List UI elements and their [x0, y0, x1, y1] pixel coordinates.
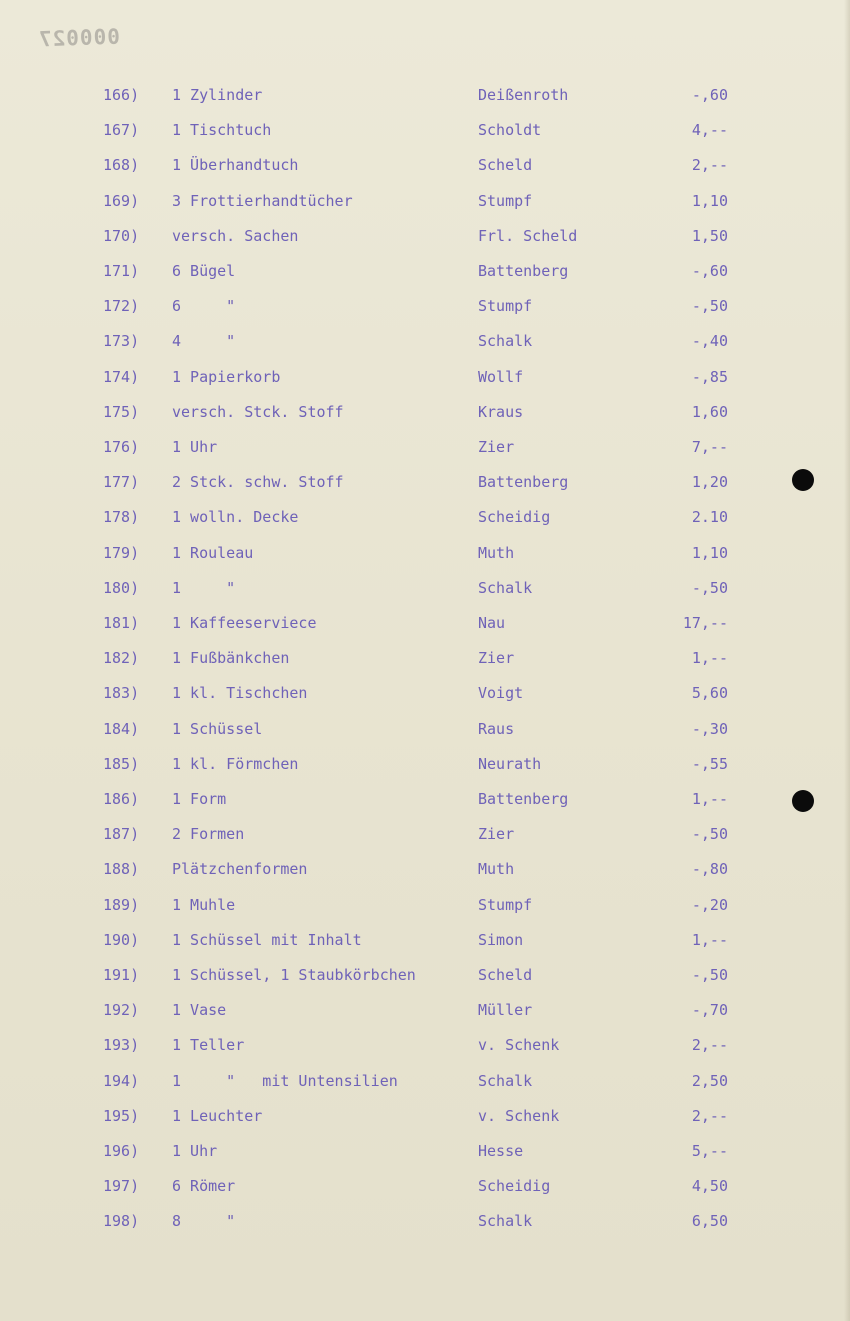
item-number: 179)	[103, 543, 140, 562]
list-item	[0, 678, 850, 708]
item-number: 170)	[103, 226, 140, 245]
buyer-name: Wollf	[478, 367, 524, 386]
item-description: 1 kl. Tischchen	[172, 684, 308, 703]
punch-hole-lower	[792, 790, 814, 812]
item-price: 1,20	[691, 473, 728, 492]
buyer-name: Scheld	[478, 966, 533, 984]
item-number: 169)	[103, 191, 140, 210]
item-price: 1,10	[691, 543, 728, 562]
item-price: -,20	[691, 895, 728, 914]
list-item	[0, 573, 850, 603]
item-price: -,40	[691, 332, 728, 351]
item-price: -,80	[691, 860, 728, 879]
buyer-name: Schalk	[478, 578, 533, 597]
item-number: 183)	[103, 684, 140, 703]
item-price: 1,10	[691, 191, 728, 210]
list-item	[0, 1206, 850, 1236]
item-number: 177)	[103, 473, 140, 492]
item-price: 1,--	[691, 790, 728, 808]
item-description: 1 Rouleau	[172, 543, 254, 562]
item-price: -,60	[691, 86, 728, 104]
buyer-name: Zier	[478, 438, 515, 456]
buyer-name: Stumpf	[478, 297, 533, 316]
item-number: 168)	[103, 156, 140, 175]
buyer-name: Frl. Scheld	[478, 226, 578, 245]
item-description: 1 Uhr	[172, 438, 218, 456]
item-price: -,70	[691, 1001, 728, 1020]
item-description: 1 "	[172, 578, 236, 597]
item-description: versch. Sachen	[172, 226, 299, 245]
item-price: -,50	[691, 966, 728, 984]
item-description: 6 "	[172, 297, 236, 316]
buyer-name: Stumpf	[478, 895, 533, 914]
item-price: 6,50	[691, 1212, 728, 1231]
list-item	[0, 256, 850, 286]
item-number: 197)	[103, 1177, 140, 1196]
list-item	[0, 1101, 850, 1131]
buyer-name: Raus	[478, 719, 515, 738]
item-description: 1 Zylinder	[172, 86, 263, 104]
item-price: 17,--	[682, 614, 728, 632]
item-price: -,85	[691, 367, 728, 386]
list-item	[0, 115, 850, 145]
item-description: 1 Schüssel mit Inhalt	[172, 930, 362, 949]
buyer-name: v. Schenk	[478, 1106, 560, 1125]
item-description: 1 Form	[172, 790, 227, 808]
buyer-name: Simon	[478, 930, 524, 949]
item-number: 186)	[103, 790, 140, 808]
list-item	[0, 749, 850, 779]
item-description: 1 kl. Förmchen	[172, 754, 299, 773]
item-price: 1,--	[691, 649, 728, 668]
list-item	[0, 502, 850, 532]
list-item	[0, 819, 850, 849]
item-number: 198)	[103, 1212, 140, 1231]
item-number: 173)	[103, 332, 140, 351]
item-description: 1 Muhle	[172, 895, 236, 914]
buyer-name: Nau	[478, 614, 506, 632]
list-item	[0, 467, 850, 497]
item-description: versch. Stck. Stoff	[172, 402, 344, 421]
list-item	[0, 538, 850, 568]
list-item	[0, 326, 850, 356]
item-description: 6 Römer	[172, 1177, 236, 1196]
item-number: 192)	[103, 1001, 140, 1020]
buyer-name: Scheidig	[478, 508, 551, 527]
item-number: 174)	[103, 367, 140, 386]
buyer-name: Zier	[478, 825, 515, 844]
item-price: 5,--	[691, 1142, 728, 1160]
item-description: 1 Uhr	[172, 1142, 218, 1160]
item-price: 4,--	[691, 121, 728, 140]
item-number: 178)	[103, 508, 140, 527]
buyer-name: Müller	[478, 1001, 533, 1020]
item-price: -,55	[691, 754, 728, 773]
item-price: 1,--	[691, 930, 728, 949]
buyer-name: Zier	[478, 649, 515, 668]
list-item	[0, 221, 850, 251]
item-description: 2 Stck. schw. Stoff	[172, 473, 344, 492]
item-price: -,30	[691, 719, 728, 738]
list-item	[0, 784, 850, 814]
list-item	[0, 608, 850, 638]
buyer-name: Battenberg	[478, 262, 569, 280]
list-item	[0, 714, 850, 744]
buyer-name: Scheidig	[478, 1177, 551, 1196]
item-price: 2,--	[691, 1106, 728, 1125]
buyer-name: Scholdt	[478, 121, 542, 140]
buyer-name: Neurath	[478, 754, 542, 773]
list-item	[0, 362, 850, 392]
item-price: 2,--	[691, 1036, 728, 1055]
item-number: 172)	[103, 297, 140, 316]
buyer-name: Scheld	[478, 156, 533, 175]
list-item	[0, 186, 850, 216]
list-item	[0, 1030, 850, 1060]
punch-hole-upper	[792, 469, 814, 491]
list-item	[0, 854, 850, 884]
item-price: -,60	[691, 262, 728, 280]
item-description: 1 wolln. Decke	[172, 508, 299, 527]
item-number: 189)	[103, 895, 140, 914]
paper-edge-shadow	[844, 0, 850, 1321]
item-price: 5,60	[691, 684, 728, 703]
item-number: 166)	[103, 86, 140, 104]
item-description: 1 Überhandtuch	[172, 156, 299, 175]
list-item	[0, 995, 850, 1025]
item-price: 4,50	[691, 1177, 728, 1196]
item-price: 2,--	[691, 156, 728, 175]
buyer-name: Schalk	[478, 1212, 533, 1231]
item-price: 7,--	[691, 438, 728, 456]
item-number: 180)	[103, 578, 140, 597]
item-description: 1 Schüssel, 1 Staubkörbchen	[172, 966, 416, 984]
page-number-stamp: 000027	[37, 24, 121, 52]
buyer-name: Kraus	[478, 402, 524, 421]
item-number: 182)	[103, 649, 140, 668]
list-item	[0, 1136, 850, 1166]
item-description: 1 Teller	[172, 1036, 245, 1055]
item-description: 1 Vase	[172, 1001, 227, 1020]
buyer-name: Muth	[478, 860, 515, 879]
buyer-name: v. Schenk	[478, 1036, 560, 1055]
item-price: -,50	[691, 825, 728, 844]
item-description: 6 Bügel	[172, 262, 236, 280]
item-description: 1 Kaffeeserviece	[172, 614, 317, 632]
item-number: 176)	[103, 438, 140, 456]
item-description: 1 Papierkorb	[172, 367, 281, 386]
item-number: 175)	[103, 402, 140, 421]
buyer-name: Battenberg	[478, 790, 569, 808]
list-item	[0, 291, 850, 321]
list-item	[0, 643, 850, 673]
buyer-name: Schalk	[478, 1071, 533, 1090]
item-number: 196)	[103, 1142, 140, 1160]
item-price: 1,60	[691, 402, 728, 421]
item-description: 2 Formen	[172, 825, 245, 844]
item-number: 193)	[103, 1036, 140, 1055]
item-price: -,50	[691, 578, 728, 597]
item-description: 8 "	[172, 1212, 236, 1231]
item-price: 1,50	[691, 226, 728, 245]
list-item	[0, 1066, 850, 1096]
buyer-name: Stumpf	[478, 191, 533, 210]
buyer-name: Hesse	[478, 1142, 524, 1160]
item-number: 171)	[103, 262, 140, 280]
item-description: 3 Frottierhandtücher	[172, 191, 353, 210]
item-number: 167)	[103, 121, 140, 140]
list-item	[0, 80, 850, 110]
item-description: 1 Tischtuch	[172, 121, 272, 140]
list-item	[0, 1171, 850, 1201]
list-item	[0, 397, 850, 427]
item-price: -,50	[691, 297, 728, 316]
buyer-name: Muth	[478, 543, 515, 562]
item-number: 185)	[103, 754, 140, 773]
item-description: 1 Fußbänkchen	[172, 649, 290, 668]
item-description: 1 Schüssel	[172, 719, 263, 738]
item-number: 190)	[103, 930, 140, 949]
item-description: Plätzchenformen	[172, 860, 308, 879]
item-description: 4 "	[172, 332, 236, 351]
item-price: 2.10	[691, 508, 728, 527]
item-price: 2,50	[691, 1071, 728, 1090]
list-item	[0, 150, 850, 180]
list-item	[0, 960, 850, 990]
buyer-name: Voigt	[478, 684, 524, 703]
buyer-name: Battenberg	[478, 473, 569, 492]
list-item	[0, 432, 850, 462]
buyer-name: Schalk	[478, 332, 533, 351]
item-number: 194)	[103, 1071, 140, 1090]
item-number: 195)	[103, 1106, 140, 1125]
list-item	[0, 925, 850, 955]
list-item	[0, 890, 850, 920]
item-number: 187)	[103, 825, 140, 844]
item-number: 184)	[103, 719, 140, 738]
buyer-name: Deißenroth	[478, 86, 569, 104]
item-number: 191)	[103, 966, 140, 984]
item-number: 188)	[103, 860, 140, 879]
item-description: 1 Leuchter	[172, 1106, 263, 1125]
item-description: 1 " mit Untensilien	[172, 1071, 398, 1090]
item-number: 181)	[103, 614, 140, 632]
